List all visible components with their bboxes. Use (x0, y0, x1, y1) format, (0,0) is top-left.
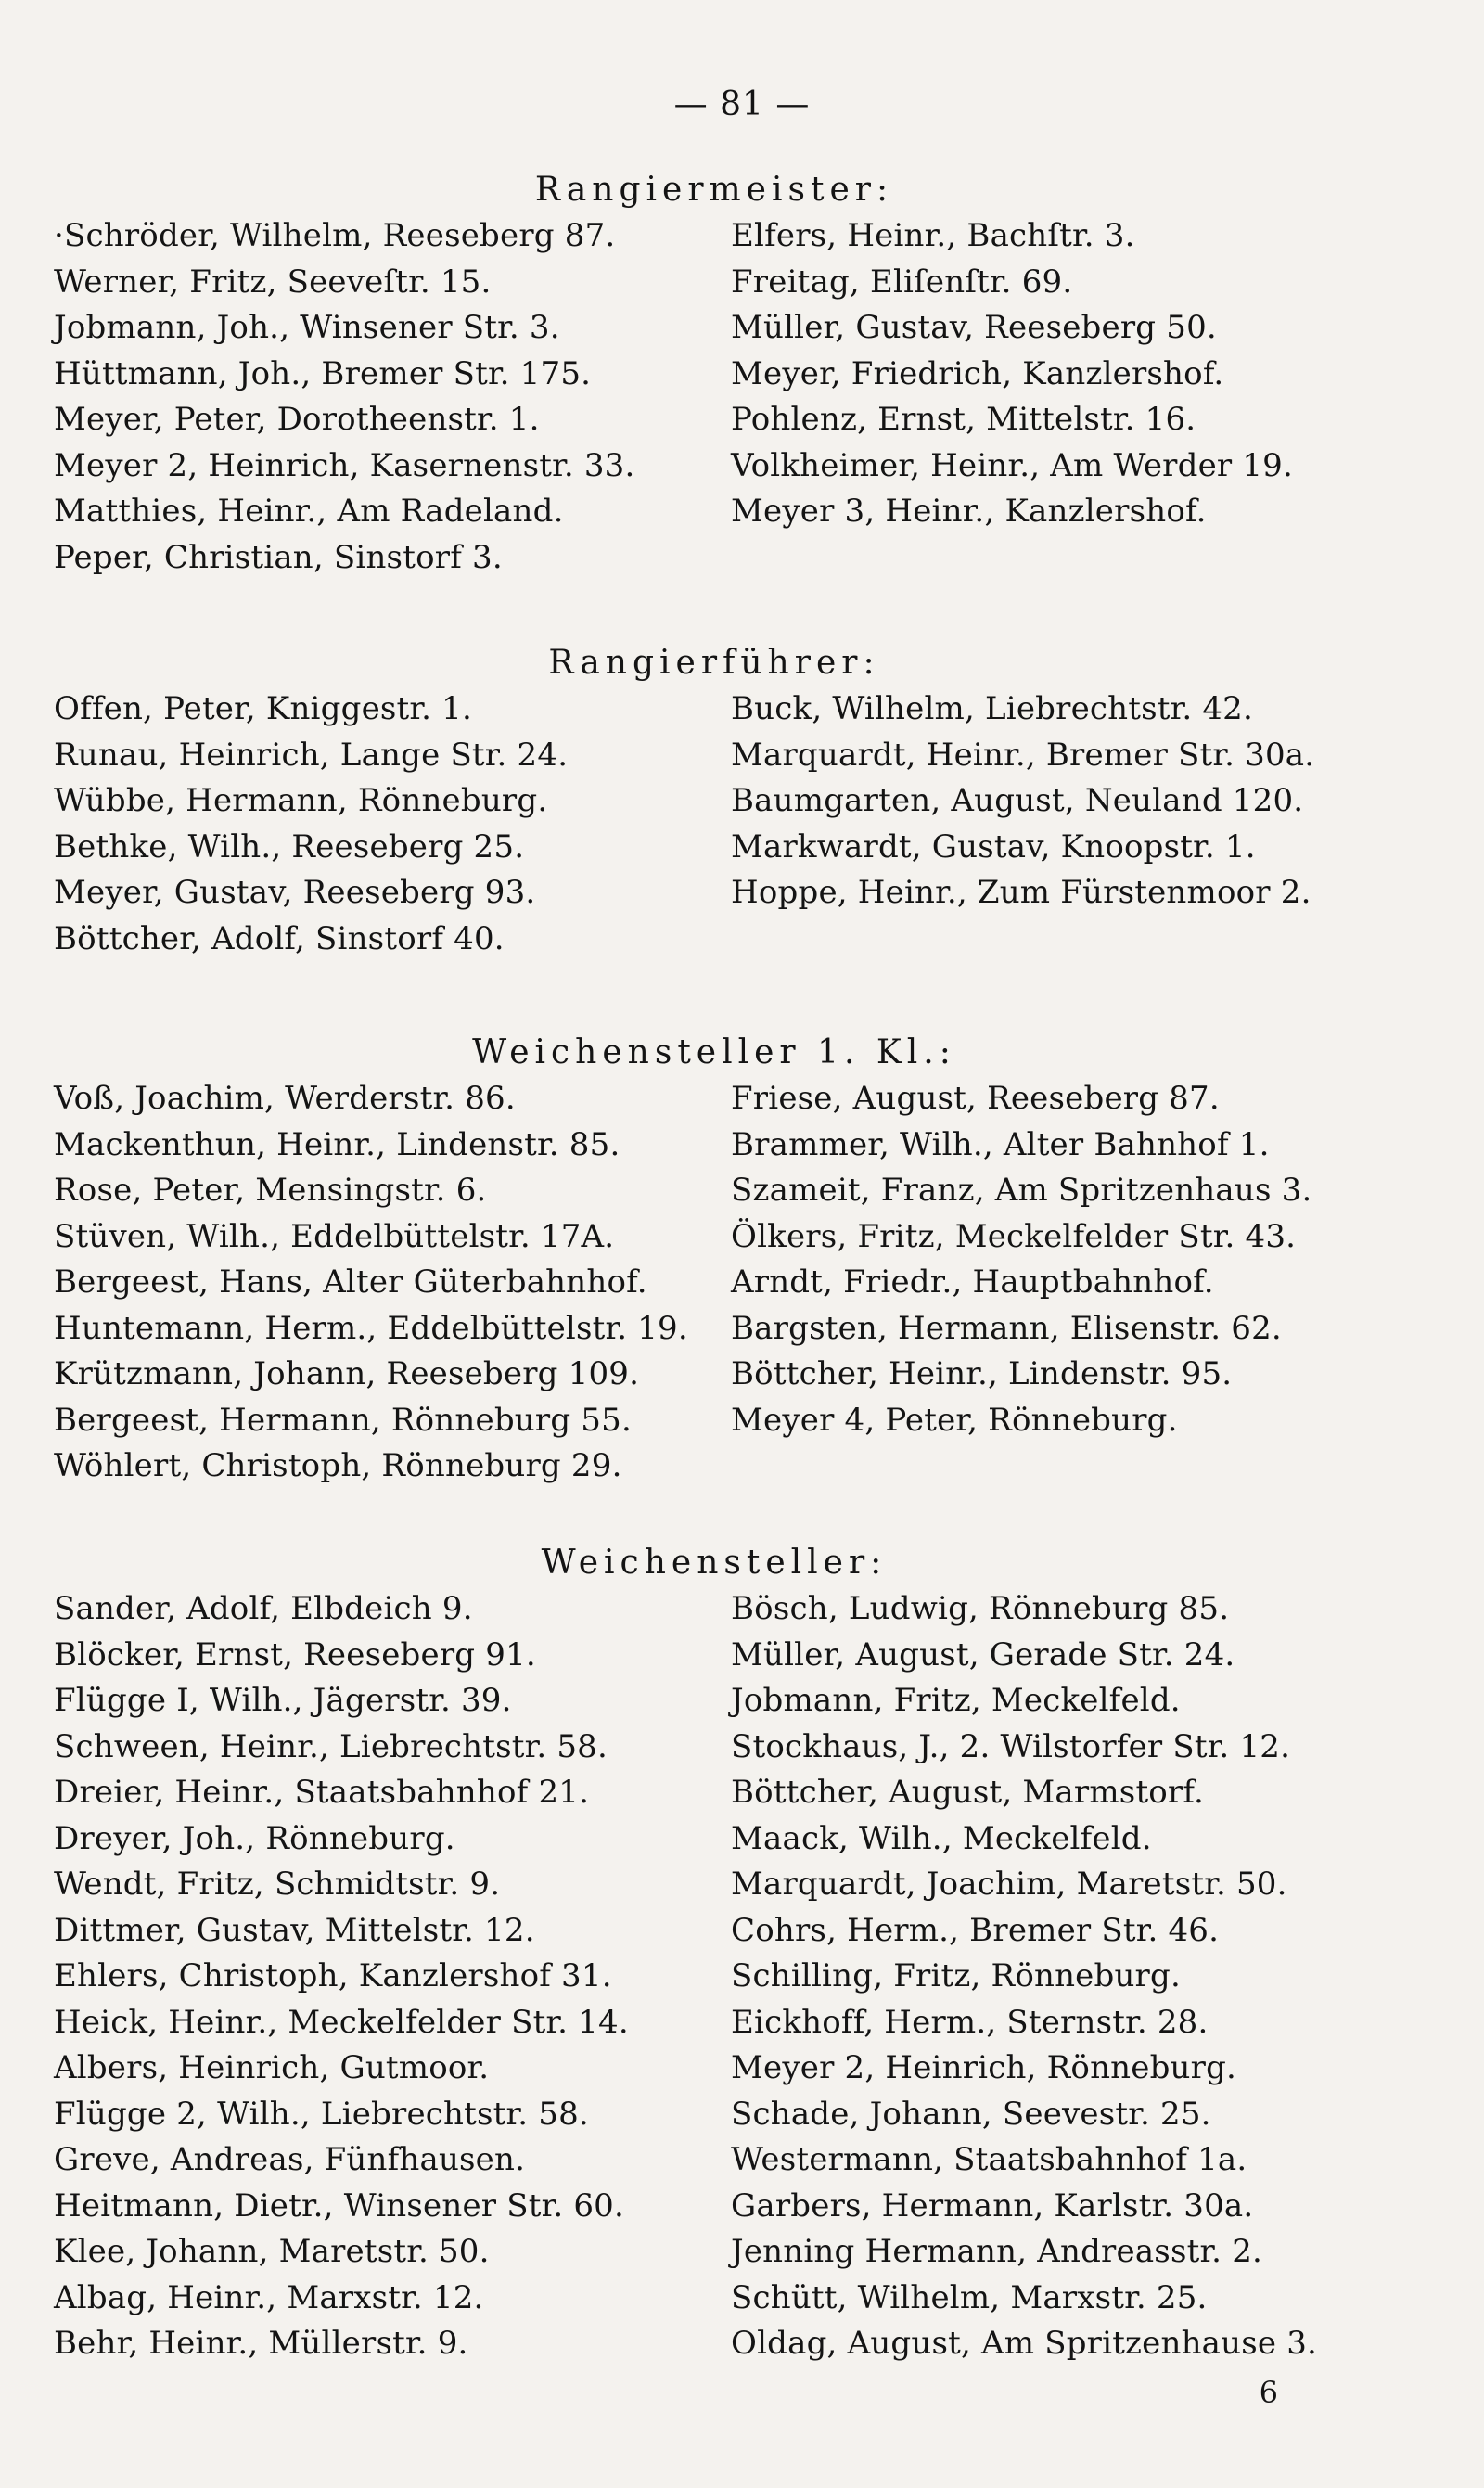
directory-entry: Jenning Hermann, Andreasstr. 2. (731, 2233, 1263, 2270)
directory-entry: Ölkers, Fritz, Meckelfelder Str. 43. (731, 1217, 1297, 1255)
directory-entry: Behr, Heinr., Müllerstr. 9. (54, 2325, 468, 2362)
directory-entry: Meyer 2, Heinrich, Rönneburg. (731, 2049, 1237, 2086)
section-weichensteller-1-kl (54, 1030, 1375, 1490)
left-column (54, 1076, 731, 1490)
directory-entry: Volkheimer, Heinr., Am Werder 19. (731, 446, 1294, 484)
directory-entry: Flügge I, Wilh., Jägerstr. 39. (54, 1682, 512, 1719)
directory-entry: Szameit, Franz, Am Spritzenhaus 3. (731, 1172, 1312, 1209)
directory-entry: Sander, Adolf, Elbdeich 9. (54, 1590, 473, 1627)
directory-entry: Huntemann, Herm., Eddelbüttelstr. 19. (54, 1309, 688, 1347)
right-column (731, 1586, 1375, 2367)
directory-entry: Rose, Peter, Mensingstr. 6. (54, 1172, 487, 1209)
right-column (731, 213, 1375, 581)
directory-entry: Schilling, Fritz, Rönneburg. (731, 1957, 1181, 1994)
directory-entry: Peper, Christian, Sinstorf 3. (54, 538, 503, 576)
directory-entry: Wöhlert, Christoph, Rönneburg 29. (54, 1447, 622, 1484)
left-column (54, 686, 731, 962)
directory-entry: Greve, Andreas, Fünfhausen. (54, 2141, 526, 2178)
directory-entry: Wübbe, Hermann, Rönneburg. (54, 782, 548, 819)
directory-entry: Meyer 4, Peter, Rönneburg. (731, 1401, 1178, 1439)
directory-entry: Westermann, Staatsbahnhof 1a. (731, 2141, 1247, 2178)
directory-entry: Oldag, August, Am Spritzenhause 3. (731, 2325, 1318, 2362)
directory-entry: Böttcher, Adolf, Sinstorf 40. (54, 919, 505, 957)
directory-entry: Hüttmann, Joh., Bremer Str. 175. (54, 354, 592, 392)
directory-entry: Bösch, Ludwig, Rönneburg 85. (731, 1590, 1230, 1627)
left-column (54, 1586, 731, 2367)
directory-entry: Bergeest, Hermann, Rönneburg 55. (54, 1401, 632, 1439)
directory-entry: Flügge 2, Wilh., Liebrechtstr. 58. (54, 2095, 589, 2133)
section-columns (54, 1076, 1375, 1490)
right-column (731, 686, 1375, 962)
directory-entry: Albers, Heinrich, Gutmoor. (54, 2049, 490, 2086)
directory-entry: Heitmann, Dietr., Winsener Str. 60. (54, 2187, 625, 2225)
directory-entry: Voß, Joachim, Werderstr. 86. (54, 1080, 516, 1117)
section-weichensteller (54, 1540, 1375, 2367)
directory-entry: Runau, Heinrich, Lange Str. 24. (54, 736, 569, 774)
directory-entry: Werner, Fritz, Seeveſtr. 15. (54, 263, 492, 301)
directory-entry: Jobmann, Fritz, Meckelfeld. (731, 1682, 1181, 1719)
directory-entry: Albag, Heinr., Marxstr. 12. (54, 2278, 484, 2316)
directory-entry: Brammer, Wilh., Alter Bahnhof 1. (731, 1125, 1270, 1163)
directory-entry: Eickhoff, Herm., Sternstr. 28. (731, 2003, 1209, 2041)
directory-entry: Meyer 2, Heinrich, Kasernenstr. 33. (54, 446, 635, 484)
directory-entry: Jobmann, Joh., Winsener Str. 3. (54, 309, 560, 346)
directory-entry: Wendt, Fritz, Schmidtstr. 9. (54, 1866, 501, 1903)
directory-entry: ·Schröder, Wilhelm, Reeseberg 87. (54, 217, 616, 254)
directory-entry: Meyer, Peter, Dorotheenstr. 1. (54, 401, 540, 438)
directory-entry: Buck, Wilhelm, Liebrechtstr. 42. (731, 690, 1254, 727)
directory-entry: Dreyer, Joh., Rönneburg. (54, 1819, 455, 1857)
directory-entry: Elfers, Heinr., Bachſtr. 3. (731, 217, 1135, 254)
directory-entry: Ehlers, Christoph, Kanzlershof 31. (54, 1957, 612, 1994)
right-column (731, 1076, 1375, 1490)
directory-entry: Friese, August, Reeseberg 87. (731, 1080, 1220, 1117)
directory-entry: Freitag, Eliſenſtr. 69. (731, 263, 1073, 301)
section-heading: Weichensteller 1. Kl.: (472, 1033, 956, 1071)
directory-entry: Maack, Wilh., Meckelfeld. (731, 1819, 1152, 1857)
directory-entry: Meyer, Gustav, Reeseberg 93. (54, 874, 536, 911)
directory-entry: Bethke, Wilh., Reeseberg 25. (54, 827, 525, 866)
directory-entry: Dreier, Heinr., Staatsbahnhof 21. (54, 1774, 590, 1811)
directory-entry: Blöcker, Ernst, Reeseberg 91. (54, 1635, 536, 1674)
directory-entry: Stüven, Wilh., Eddelbüttelstr. 17A. (54, 1217, 615, 1255)
directory-entry: Hoppe, Heinr., Zum Fürstenmoor 2. (731, 874, 1311, 911)
directory-entry: Dittmer, Gustav, Mittelstr. 12. (54, 1911, 535, 1949)
directory-entry: Mackenthun, Heinr., Lindenstr. 85. (54, 1125, 620, 1163)
directory-entry: Müller, Gustav, Reeseberg 50. (731, 309, 1217, 346)
section-rangiermeister (54, 167, 1375, 581)
section-columns (54, 1586, 1375, 2367)
directory-entry: Arndt, Friedr., Hauptbahnhof. (731, 1263, 1214, 1301)
section-heading: Rangiermeister: (534, 171, 894, 209)
directory-entry: Müller, August, Gerade Str. 24. (731, 1635, 1235, 1674)
directory-entry: Matthies, Heinr., Am Radeland. (54, 493, 564, 530)
directory-entry: Markwardt, Gustav, Knoopstr. 1. (731, 827, 1256, 866)
directory-entry: Bargsten, Hermann, Elisenstr. 62. (731, 1309, 1282, 1347)
directory-entry: Meyer 3, Heinr., Kanzlershof. (731, 493, 1207, 530)
directory-entry: Baumgarten, August, Neuland 120. (731, 782, 1304, 819)
directory-entry: Marquardt, Heinr., Bremer Str. 30a. (731, 736, 1315, 774)
signature-mark: 6 (1259, 2375, 1278, 2410)
directory-entry: Marquardt, Joachim, Maretstr. 50. (731, 1866, 1287, 1903)
directory-entry: Böttcher, August, Marmstorf. (731, 1774, 1205, 1811)
section-heading: Rangierführer: (548, 644, 880, 682)
directory-entry: Schütt, Wilhelm, Marxstr. 25. (731, 2278, 1208, 2316)
directory-entry: Stockhaus, J., 2. Wilstorfer Str. 12. (731, 1727, 1291, 1765)
section-columns (54, 686, 1375, 962)
section-heading: Weichensteller: (541, 1544, 888, 1582)
section-rangierfuehrer (54, 640, 1375, 962)
directory-entry: Heick, Heinr., Meckelfelder Str. 14. (54, 2003, 629, 2041)
left-column (54, 213, 731, 581)
directory-entry: Pohlenz, Ernst, Mittelstr. 16. (731, 401, 1196, 438)
directory-entry: Schade, Johann, Seevestr. 25. (731, 2095, 1211, 2133)
directory-entry: Cohrs, Herm., Bremer Str. 46. (731, 1911, 1220, 1949)
directory-entry: Offen, Peter, Kniggestr. 1. (54, 690, 472, 727)
page-number: — 81 — (673, 85, 811, 123)
directory-entry: Bergeest, Hans, Alter Güterbahnhof. (54, 1263, 647, 1301)
section-columns (54, 213, 1375, 581)
directory-entry: Krützmann, Johann, Reeseberg 109. (54, 1355, 640, 1392)
directory-entry: Klee, Johann, Maretstr. 50. (54, 2233, 490, 2270)
directory-entry: Garbers, Hermann, Karlstr. 30a. (731, 2187, 1254, 2225)
directory-entry: Meyer, Friedrich, Kanzlershof. (731, 354, 1224, 392)
directory-entry: Böttcher, Heinr., Lindenstr. 95. (731, 1355, 1233, 1392)
directory-entry: Schween, Heinr., Liebrechtstr. 58. (54, 1727, 608, 1765)
